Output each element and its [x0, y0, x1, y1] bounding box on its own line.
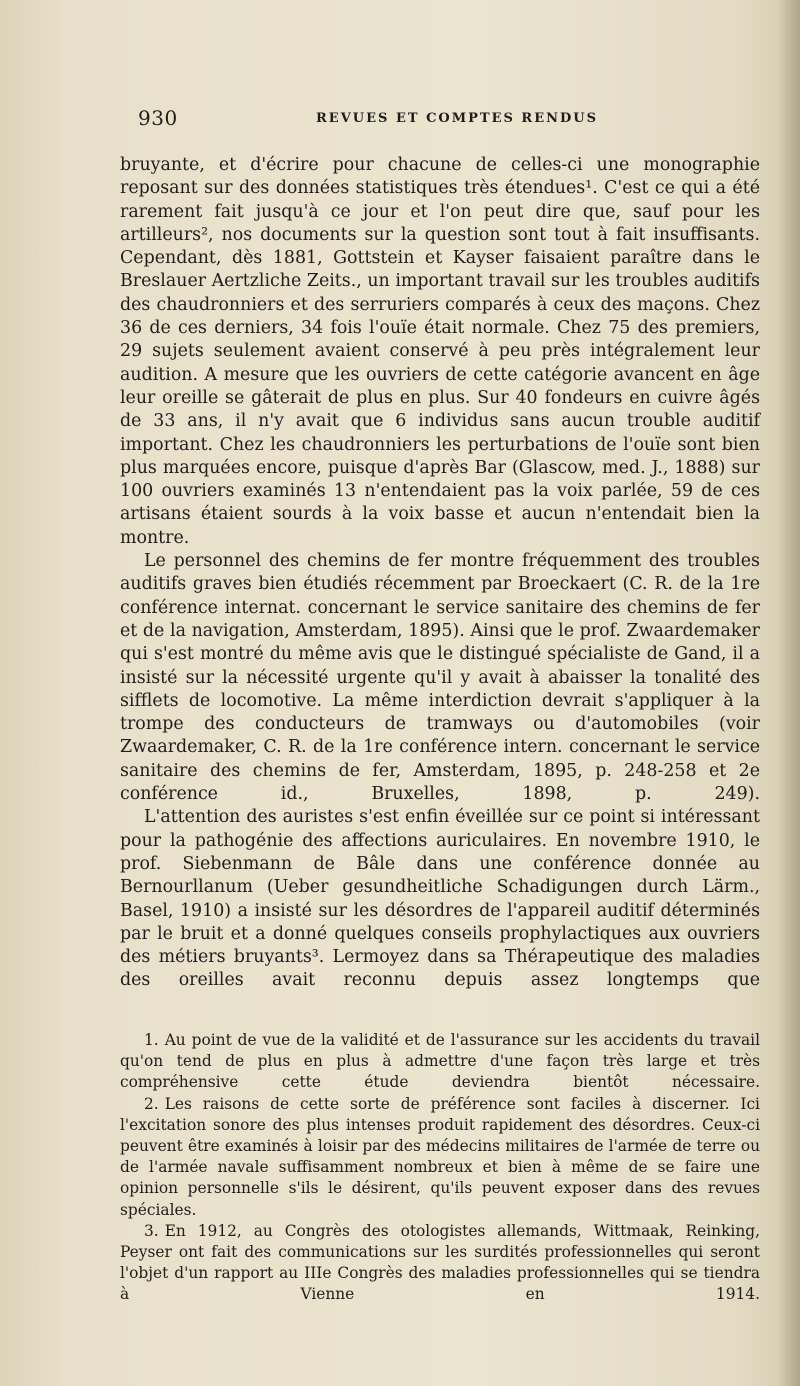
page-number: 930	[138, 106, 178, 130]
footnote	[120, 1221, 760, 1306]
footnote-text: En 1912, au Congrès des otologistes allemands, Wittmaak, Reinking, Peyser ont fait des communications sur les surdités professionnelles qui seront l'objet d'un rapport au IIIe Congrès des maladies professionnelles qui se tiendra à Vienne en 1914.	[120, 1221, 760, 1304]
running-head: REVUES ET COMPTES RENDUS	[316, 111, 598, 126]
footnote	[120, 1030, 760, 1094]
footnote-number: 3.	[144, 1221, 159, 1240]
paragraph: Le personnel des chemins de fer montre fréquemment des troubles auditifs graves bien étudiés récemment par Broeckaert (C. R. de la 1re conférence internat. concernant le service sanitaire des chemins de fer et de la navigation, Amsterdam, 1895). Ainsi que le prof. Zwaardemaker qui s'est montré du même avis que le distingué spécialiste de Gand, il a insisté sur la nécessité urgente qu'il y avait à abaisser la tonalité des sifflets de locomotive. La même interdiction devrait s'appliquer à la trompe des conducteurs de tramways ou d'automobiles (voir Zwaardemaker, C. R. de la 1re conférence intern. concernant le service sanitaire des chemins de fer, Amsterdam, 1895, p. 248-258 et 2e conférence id., Bruxelles, 1898, p. 249).	[120, 551, 760, 805]
main-text	[120, 154, 760, 993]
paragraph: L'attention des auristes s'est enfin éveillée sur ce point si intéressant pour la pathogénie des affections auriculaires. En novembre 1910, le prof. Siebenmann de Bâle dans une conférence donnée au Bernourllanum (Ueber gesundheitliche Schadigungen durch Lärm., Basel, 1910) a insisté sur les désordres de l'appareil auditif déterminés par le bruit et a donné quelques conseils prophylactiques aux ouvriers des métiers bruyants³. Lermoyez dans sa Thérapeutique des maladies des oreilles avait reconnu depuis assez longtemps que	[120, 807, 760, 991]
page-header	[138, 106, 778, 136]
footnote-number: 2.	[144, 1094, 159, 1113]
footnote	[120, 1094, 760, 1221]
footnote-text: Au point de vue de la validité et de l'assurance sur les accidents du travail qu'on tend de plus en plus à admettre d'une façon très large et très compréhensive cette étude deviendra bientôt nécessaire.	[120, 1031, 760, 1092]
footnote-number: 1.	[144, 1031, 159, 1049]
paragraph: bruyante, et d'écrire pour chacune de celles-ci une monographie reposant sur des données statistiques très étendues¹. C'est ce qui a été rarement fait jusqu'à ce jour et l'on peut dire que, sauf pour les artilleurs², nos documents sur la question sont tout à fait insuffisants. Cependant, dès 1881, Gottstein et Kayser faisaient paraître dans le Breslauer Aertzliche Zeits., un important travail sur les troubles auditifs des chaudronniers et des serruriers comparés à ceux des maçons. Chez 36 de ces derniers, 34 fois l'ouïe était normale. Chez 75 des premiers, 29 sujets seulement avaient conservé à peu près intégralement leur audition. A mesure que les ouvriers de cette catégorie avancent en âge leur oreille se gâterait de plus en plus. Sur 40 fondeurs en cuivre âgés de 33 ans, il n'y avait que 6 individus sans aucun trouble auditif important. Chez les chaudronniers les perturbations de l'ouïe sont bien plus marquées encore, puisque d'après Bar (Glascow, med. J., 1888) sur 100 ouvriers examinés 13 n'entendaient pas la voix parlée, 59 de ces artisans étaient sourds à la voix basse et aucun n'entendait bien la montre.	[120, 155, 760, 548]
footnotes	[120, 1030, 760, 1306]
footnote-text: Les raisons de cette sorte de préférence sont faciles à discerner. Ici l'excitation sonore des plus intenses produit rapidement des désordres. Ceux-ci peuvent être examinés à loisir par des médecins militaires de l'armée de terre ou de l'armée navale suffisamment nombreux et bien à même de se faire une opinion personnelle s'ils le désirent, qu'ils peuvent exposer dans des revues spéciales.	[120, 1094, 760, 1219]
binding-shadow	[778, 0, 800, 1386]
